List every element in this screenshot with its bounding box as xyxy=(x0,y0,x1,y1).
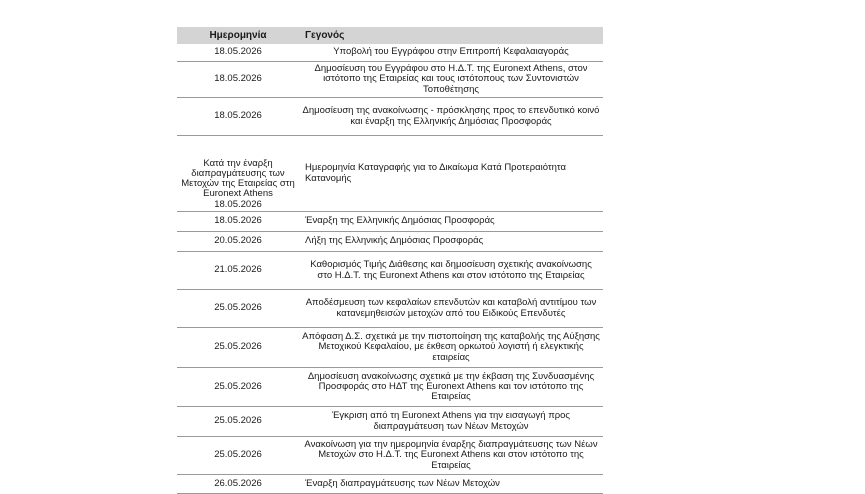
table-row xyxy=(177,437,603,475)
row-date: 18.05.2026 xyxy=(177,98,299,136)
row-event: Ημερομηνία Καταγραφής για το Δικαίωμα Κατά Προτεραιότητα Κατανομής xyxy=(299,136,603,212)
row-date: 21.05.2026 xyxy=(177,252,299,290)
row-date: 26.05.2026 xyxy=(177,475,299,494)
table-row xyxy=(177,368,603,407)
row-date: Κατά την έναρξη διαπραγμάτευσης των Μετοχών της Εταιρείας στη Euronext Athens 18.05.2026 xyxy=(177,136,299,212)
header-event: Γεγονός xyxy=(299,27,603,44)
row-event: Έναρξη της Ελληνικής Δημόσιας Προσφοράς xyxy=(299,212,603,232)
row-event: Ανακοίνωση για την ημερομηνία έναρξης διαπραγμάτευσης των Νέων Μετοχών στο Η.Δ.Τ. της Euronext Athens και στον ιστότοπο της Εταιρείας xyxy=(299,437,603,475)
table-header-row xyxy=(177,27,603,44)
table-row xyxy=(177,62,603,98)
row-date: 25.05.2026 xyxy=(177,290,299,328)
row-event: Δημοσίευση του Εγγράφου στο Η.Δ.Τ. της Euronext Athens, στον ιστότοπο της Εταιρείας και τους ιστότοπους των Συντονιστών Τοποθέτησης xyxy=(299,62,603,98)
timetable xyxy=(177,27,603,494)
row-date: 18.05.2026 xyxy=(177,62,299,98)
row-date: 25.05.2026 xyxy=(177,328,299,368)
row-event: Δημοσίευση ανακοίνωσης σχετικά με την έκβαση της Συνδυασμένης Προσφοράς στο ΗΔΤ της Euronext Athens και τον ιστότοπο της Εταιρείας xyxy=(299,368,603,407)
table-row xyxy=(177,328,603,368)
row-event: Υποβολή του Εγγράφου στην Επιτροπή Κεφαλαιαγοράς xyxy=(299,44,603,62)
row-date: 18.05.2026 xyxy=(177,212,299,232)
table-row xyxy=(177,407,603,437)
table-row xyxy=(177,475,603,494)
row-event: Απόφαση Δ.Σ. σχετικά με την πιστοποίηση της καταβολής της Αύξησης Μετοχικού Κεφαλαίου, με έκθεση ορκωτού λογιστή ή ελεγκτικής εταιρείας xyxy=(299,328,603,368)
table-row xyxy=(177,98,603,136)
table-row xyxy=(177,252,603,290)
table-row xyxy=(177,136,603,212)
row-event: Αποδέσμευση των κεφαλαίων επενδυτών και καταβολή αντιτίμου των κατανεμηθεισών μετοχών από του Ειδικούς Επενδυτές xyxy=(299,290,603,328)
table-row xyxy=(177,232,603,252)
table-row xyxy=(177,212,603,232)
table-row xyxy=(177,290,603,328)
row-event: Δημοσίευση της ανακοίνωσης - πρόσκλησης προς το επενδυτικό κοινό και έναρξη της Ελληνικής Δημόσιας Προσφοράς xyxy=(299,98,603,136)
table-row xyxy=(177,44,603,62)
row-event: Καθορισμός Τιμής Διάθεσης και δημοσίευση σχετικής ανακοίνωσης στο Η.Δ.Τ. της Euronext Athens και στον ιστότοπο της Εταιρείας xyxy=(299,252,603,290)
row-event: Λήξη της Ελληνικής Δημόσιας Προσφοράς xyxy=(299,232,603,252)
row-date: 18.05.2026 xyxy=(177,44,299,62)
row-date: 20.05.2026 xyxy=(177,232,299,252)
header-date: Ημερομηνία xyxy=(177,27,299,44)
row-date: 25.05.2026 xyxy=(177,407,299,437)
timetable-container xyxy=(177,27,603,494)
row-event: Έναρξη διαπραγμάτευσης των Νέων Μετοχών xyxy=(299,475,603,494)
row-event: Έγκριση από τη Euronext Athens για την εισαγωγή προς διαπραγμάτευση των Νέων Μετοχών xyxy=(299,407,603,437)
row-date: 25.05.2026 xyxy=(177,368,299,407)
row-date: 25.05.2026 xyxy=(177,437,299,475)
